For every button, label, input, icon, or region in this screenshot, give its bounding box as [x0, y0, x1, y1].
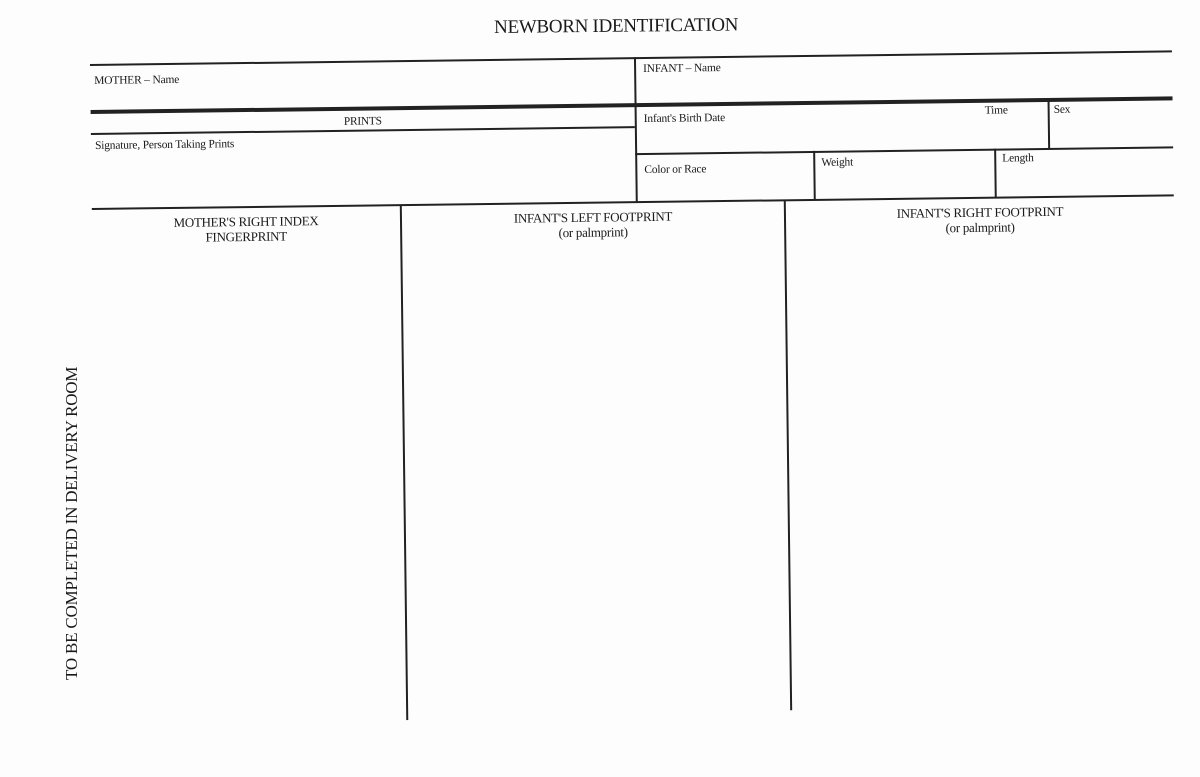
newborn-identification-form	[90, 50, 1180, 734]
mother-fingerprint-subtitle: FINGERPRINT	[205, 228, 287, 245]
length-field[interactable]	[995, 147, 1174, 196]
infant-left-footprint-subtitle: (or palmprint)	[558, 224, 628, 241]
sex-label: Sex	[1053, 103, 1071, 116]
infant-right-footprint-title: INFANT'S RIGHT FOOTPRINT	[896, 203, 1064, 221]
infant-right-footprint-subtitle: (or palmprint)	[945, 219, 1015, 236]
side-instruction-label: TO BE COMPLETED IN DELIVERY ROOM	[62, 366, 81, 680]
infant-right-footprint-box[interactable]	[786, 196, 1180, 711]
signature-field[interactable]	[91, 127, 636, 208]
infant-left-footprint-box[interactable]	[402, 201, 790, 716]
infant-name-field[interactable]	[635, 50, 1173, 103]
mother-fingerprint-box[interactable]	[92, 206, 406, 725]
prints-header: PRINTS	[343, 115, 382, 128]
weight-label: Weight	[821, 156, 854, 169]
birth-date-label: Infant's Birth Date	[643, 112, 726, 126]
color-race-label: Color or Race	[644, 163, 707, 177]
color-race-field[interactable]	[636, 152, 814, 201]
mother-name-field[interactable]	[90, 57, 635, 110]
infant-left-footprint-title: INFANT'S LEFT FOOTPRINT	[513, 208, 673, 226]
mother-fingerprint-title: MOTHER'S RIGHT INDEX	[173, 213, 319, 230]
signature-label: Signature, Person Taking Prints	[94, 138, 235, 152]
time-label: Time	[984, 104, 1008, 117]
length-label: Length	[1002, 152, 1034, 165]
sex-field[interactable]	[1049, 100, 1174, 148]
time-field[interactable]	[971, 102, 1049, 149]
form-title: NEWBORN IDENTIFICATION	[494, 14, 739, 38]
birth-date-field[interactable]	[636, 103, 997, 154]
weight-field[interactable]	[814, 150, 995, 199]
infant-name-label: INFANT – Name	[643, 62, 721, 76]
mother-name-label: MOTHER – Name	[94, 73, 180, 87]
